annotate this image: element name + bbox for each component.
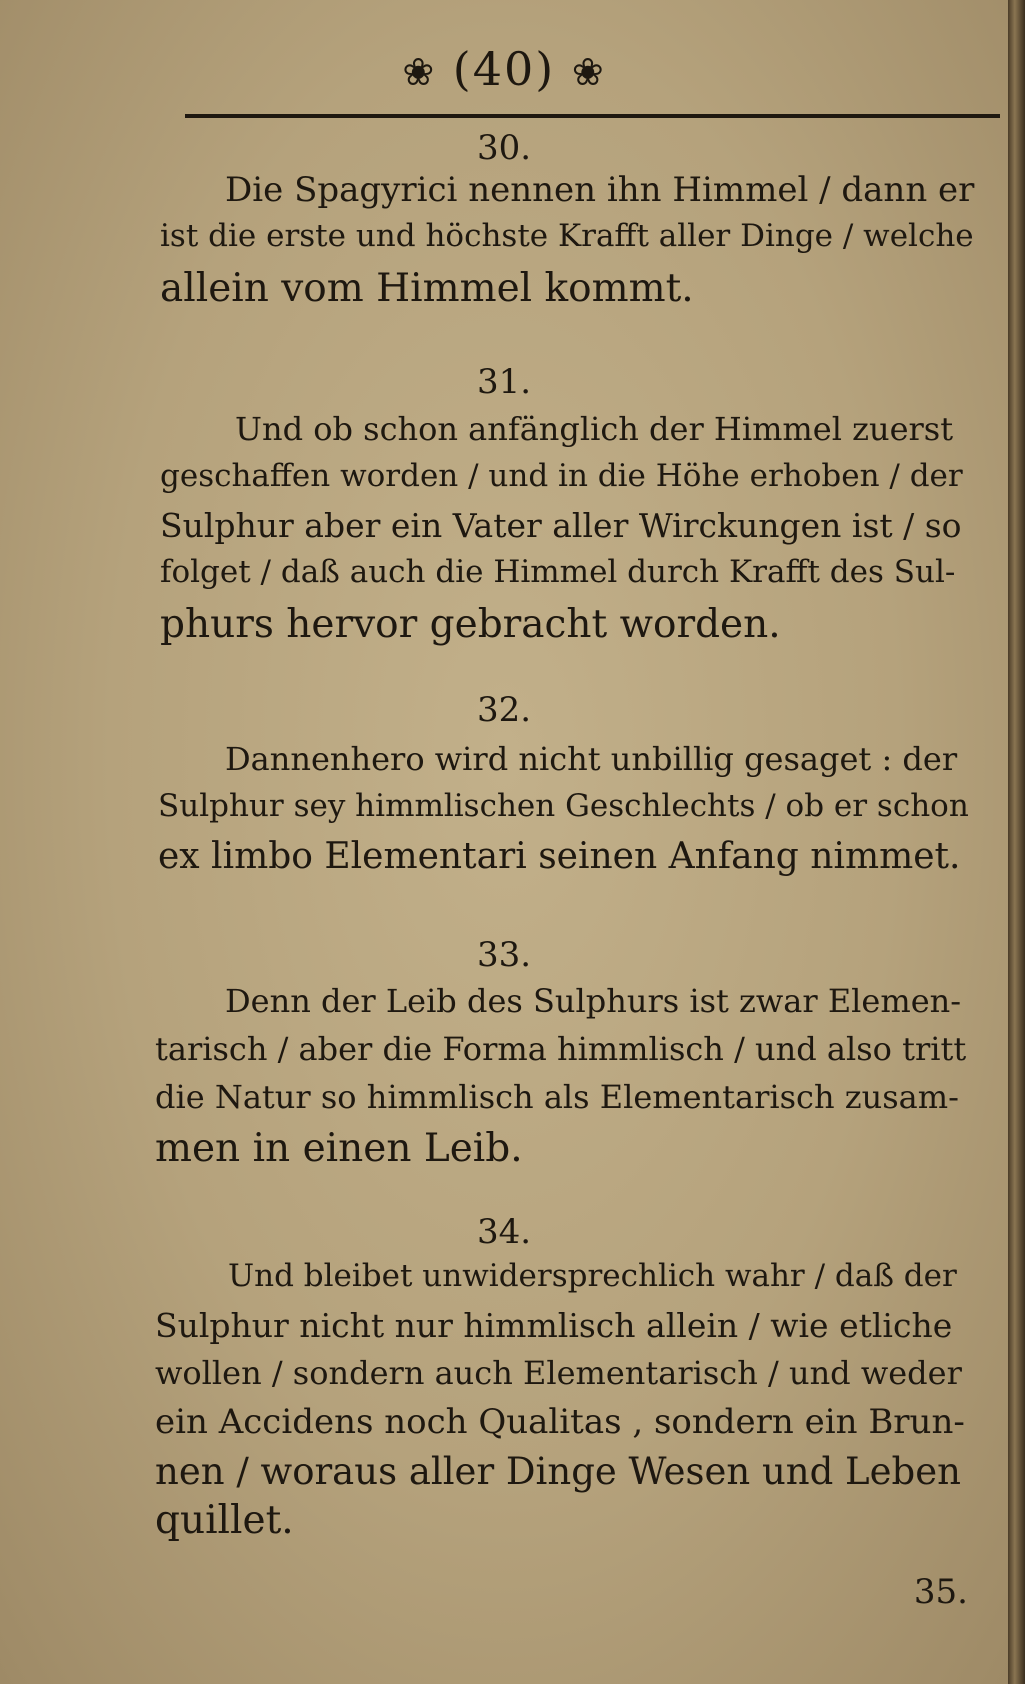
text-line: Denn der Leib des Sulphurs ist zwar Elemen-: [225, 982, 962, 1020]
text-line: Und ob schon anfänglich der Himmel zuerst: [235, 410, 954, 448]
ornament-left-icon: ❀: [402, 50, 437, 94]
text-line: men in einen Leib.: [155, 1126, 523, 1171]
paragraph-number: 32.: [476, 690, 532, 730]
page-header: [0, 42, 1008, 96]
paragraph-number: 34.: [476, 1212, 532, 1252]
text-line: tarisch / aber die Forma himmlisch / und also tritt: [155, 1030, 967, 1068]
text-line: die Natur so himmlisch als Elementarisch zusam-: [155, 1078, 959, 1116]
page-edge: [1008, 0, 1025, 1684]
text-line: Sulphur sey himmlischen Geschlechts / ob er schon: [158, 788, 969, 824]
text-line: quillet.: [155, 1498, 294, 1543]
text-line: Sulphur aber ein Vater aller Wirckungen ist / so: [160, 506, 962, 545]
paragraph-number: 33.: [476, 935, 532, 975]
text-line: Die Spagyrici nennen ihn Himmel / dann er: [225, 170, 975, 210]
text-line: folget / daß auch die Himmel durch Krafft des Sul-: [160, 554, 956, 590]
text-line: phurs hervor gebracht worden.: [160, 602, 781, 647]
text-line: nen / woraus aller Dinge Wesen und Leben: [155, 1450, 961, 1493]
text-line: geschaffen worden / und in die Höhe erhoben / der: [160, 458, 963, 494]
paragraph-number: 31.: [476, 362, 532, 402]
text-line: ist die erste und höchste Krafft aller Dinge / welche: [160, 218, 974, 254]
ornament-right-icon: ❀: [571, 50, 606, 94]
page-number: (40): [452, 42, 556, 96]
text-line: Dannenhero wird nicht unbillig gesaget : der: [225, 740, 958, 778]
text-line: Sulphur nicht nur himmlisch allein / wie etliche: [155, 1306, 953, 1345]
text-line: allein vom Himmel kommt.: [160, 266, 694, 311]
text-line: Und bleibet unwidersprechlich wahr / daß der: [228, 1258, 957, 1294]
text-line: ein Accidens noch Qualitas , sondern ein Brun-: [155, 1402, 965, 1442]
text-line: wollen / sondern auch Elementarisch / und weder: [155, 1354, 962, 1392]
paragraph-number: 30.: [476, 128, 532, 168]
text-line: ex limbo Elementari seinen Anfang nimmet.: [158, 836, 961, 877]
header-rule: [185, 114, 1000, 118]
catchword: 35.: [913, 1572, 968, 1612]
